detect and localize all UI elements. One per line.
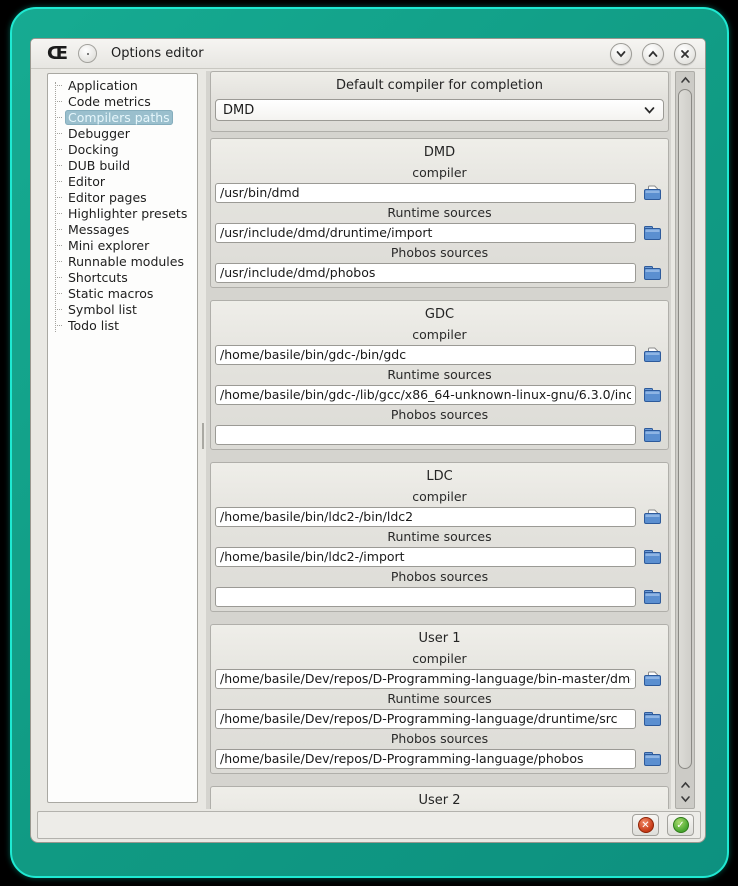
sidebar-list xyxy=(48,77,197,333)
open-file-icon xyxy=(643,184,662,201)
chevron-up-icon xyxy=(647,48,659,60)
field-row xyxy=(211,262,668,283)
field-row xyxy=(211,344,668,365)
sidebar-item-label: Highlighter presets xyxy=(68,205,188,221)
browse-button[interactable] xyxy=(642,670,662,688)
group-fields xyxy=(211,649,668,769)
group-fields xyxy=(211,325,668,445)
path-input[interactable] xyxy=(215,263,636,283)
chevron-down-icon xyxy=(680,794,691,804)
field-row xyxy=(211,182,668,203)
sidebar-item-label: Messages xyxy=(68,221,130,237)
scroll-down-button[interactable] xyxy=(676,792,694,806)
field-row xyxy=(211,546,668,567)
field xyxy=(211,163,668,203)
green-check-circle-icon: ✓ xyxy=(673,817,689,833)
browse-button[interactable] xyxy=(642,386,662,404)
path-input[interactable] xyxy=(215,385,636,405)
cancel-button[interactable] xyxy=(632,814,659,836)
sidebar-item-shortcuts[interactable] xyxy=(48,269,197,285)
path-input[interactable] xyxy=(215,587,636,607)
select-folder-icon xyxy=(643,548,662,565)
field xyxy=(211,729,668,769)
browse-button[interactable] xyxy=(642,710,662,728)
group-title: User 1 xyxy=(418,631,461,646)
sidebar-item-label: Runnable modules xyxy=(68,253,184,269)
path-input[interactable] xyxy=(215,183,636,203)
default-compiler-label: Default compiler for completion xyxy=(336,78,543,93)
group-fields xyxy=(211,487,668,607)
sidebar-item-messages[interactable] xyxy=(48,221,197,237)
field-row xyxy=(211,222,668,243)
path-input[interactable] xyxy=(215,345,636,365)
window-menu-button[interactable] xyxy=(78,44,97,63)
minimize-button[interactable] xyxy=(610,43,632,65)
sidebar-item-debugger[interactable] xyxy=(48,125,197,141)
field-label: compiler xyxy=(412,489,467,504)
chevron-down-icon xyxy=(615,48,627,60)
red-x-circle-icon: ✕ xyxy=(638,817,654,833)
path-input[interactable] xyxy=(215,547,636,567)
field xyxy=(211,203,668,243)
open-file-icon xyxy=(643,670,662,687)
path-input[interactable] xyxy=(215,507,636,527)
browse-button[interactable] xyxy=(642,588,662,606)
sidebar-item-todo-list[interactable] xyxy=(48,317,197,333)
scroll-up-button-secondary[interactable] xyxy=(676,778,694,792)
group-title: User 2 xyxy=(418,793,461,808)
field-label: Phobos sources xyxy=(390,245,489,260)
sidebar-item-mini-explorer[interactable] xyxy=(48,237,197,253)
compiler-group-user-2 xyxy=(210,786,669,809)
statusbar xyxy=(37,811,701,839)
sidebar-item-label: Debugger xyxy=(68,125,130,141)
field-row xyxy=(211,748,668,769)
field xyxy=(211,689,668,729)
group-title: LDC xyxy=(426,469,453,484)
field-label: Phobos sources xyxy=(390,569,489,584)
path-input[interactable] xyxy=(215,425,636,445)
settings-viewport xyxy=(206,71,671,809)
field-row xyxy=(211,424,668,445)
titlebar-buttons xyxy=(610,43,705,65)
compiler-group-dmd xyxy=(210,138,669,288)
select-folder-icon xyxy=(643,750,662,767)
compiler-group-user-1 xyxy=(210,624,669,774)
compiler-group-gdc xyxy=(210,300,669,450)
field xyxy=(211,325,668,365)
field xyxy=(211,365,668,405)
app-logo-icon: Œ xyxy=(47,42,69,64)
field-label: Runtime sources xyxy=(387,529,492,544)
category-tree xyxy=(48,74,197,333)
group-title: DMD xyxy=(423,145,456,160)
close-button[interactable] xyxy=(674,43,696,65)
browse-button[interactable] xyxy=(642,426,662,444)
group-title: GDC xyxy=(424,307,455,322)
browse-button[interactable] xyxy=(642,750,662,768)
field xyxy=(211,243,668,283)
field-label: Phobos sources xyxy=(390,731,489,746)
browse-button[interactable] xyxy=(642,224,662,242)
sidebar-item-symbol-list[interactable] xyxy=(48,301,197,317)
sidebar-item-editor[interactable] xyxy=(48,173,197,189)
sidebar-item-runnable-modules[interactable] xyxy=(48,253,197,269)
sidebar-item-label: Docking xyxy=(68,141,119,157)
field xyxy=(211,487,668,527)
browse-button[interactable] xyxy=(642,184,662,202)
sidebar-item-label: Static macros xyxy=(68,285,154,301)
field-row xyxy=(211,708,668,729)
browse-button[interactable] xyxy=(642,508,662,526)
maximize-button[interactable] xyxy=(642,43,664,65)
options-editor-dialog xyxy=(30,38,706,843)
chevron-up-icon xyxy=(680,75,691,85)
categories-panel xyxy=(47,73,198,803)
sidebar-item-code-metrics[interactable] xyxy=(48,93,197,109)
browse-button[interactable] xyxy=(642,346,662,364)
sidebar-item-dub-build[interactable] xyxy=(48,157,197,173)
sidebar-item-label: Mini explorer xyxy=(68,237,150,253)
scroll-up-button[interactable] xyxy=(676,73,694,87)
default-compiler-group xyxy=(210,71,669,132)
select-folder-icon xyxy=(643,710,662,727)
field-label: compiler xyxy=(412,651,467,666)
compiler-group-ldc xyxy=(210,462,669,612)
sidebar-item-application[interactable] xyxy=(48,77,197,93)
path-input[interactable] xyxy=(215,709,636,729)
sidebar-item-editor-pages[interactable] xyxy=(48,189,197,205)
sidebar-item-label: Editor xyxy=(68,173,105,189)
chevron-up-icon xyxy=(680,780,691,790)
field xyxy=(211,567,668,607)
select-folder-icon xyxy=(643,588,662,605)
titlebar[interactable] xyxy=(31,39,705,69)
default-compiler-value: DMD xyxy=(223,102,255,118)
field-row xyxy=(211,384,668,405)
close-icon xyxy=(679,48,691,60)
sidebar-item-highlighter-presets[interactable] xyxy=(48,205,197,221)
field xyxy=(211,527,668,567)
field-label: compiler xyxy=(412,327,467,342)
select-folder-icon xyxy=(643,264,662,281)
select-folder-icon xyxy=(643,426,662,443)
path-input[interactable] xyxy=(215,749,636,769)
sidebar-item-label: Code metrics xyxy=(68,93,151,109)
window-title: Options editor xyxy=(111,46,204,61)
field xyxy=(211,649,668,689)
browse-button[interactable] xyxy=(642,548,662,566)
path-input[interactable] xyxy=(215,669,636,689)
field-label: Phobos sources xyxy=(390,407,489,422)
sidebar-item-compilers-paths[interactable] xyxy=(48,109,197,125)
sidebar-item-label: Application xyxy=(68,77,138,93)
select-folder-icon xyxy=(643,224,662,241)
sidebar-item-docking[interactable] xyxy=(48,141,197,157)
field-row xyxy=(211,506,668,527)
sidebar-item-label: Shortcuts xyxy=(68,269,128,285)
compiler-groups xyxy=(210,138,669,809)
field-label: Runtime sources xyxy=(387,205,492,220)
accept-button[interactable] xyxy=(667,814,694,836)
vertical-scrollbar[interactable] xyxy=(675,71,695,809)
scrollbar-thumb[interactable] xyxy=(678,89,692,769)
tree-guide-line xyxy=(55,82,56,332)
sidebar-item-label: Symbol list xyxy=(68,301,137,317)
sidebar-item-label: Todo list xyxy=(68,317,120,333)
sidebar-item-label: DUB build xyxy=(68,157,131,173)
field xyxy=(211,405,668,445)
sidebar-item-label: Editor pages xyxy=(68,189,147,205)
field-label: Runtime sources xyxy=(387,367,492,382)
path-input[interactable] xyxy=(215,223,636,243)
default-compiler-select[interactable] xyxy=(215,99,664,121)
chevron-down-icon xyxy=(643,104,656,116)
browse-button[interactable] xyxy=(642,264,662,282)
field-row xyxy=(211,668,668,689)
field-label: compiler xyxy=(412,165,467,180)
field-row xyxy=(211,586,668,607)
select-folder-icon xyxy=(643,386,662,403)
sidebar-item-label: Compilers paths xyxy=(65,110,173,125)
field-label: Runtime sources xyxy=(387,691,492,706)
open-file-icon xyxy=(643,346,662,363)
open-file-icon xyxy=(643,508,662,525)
sidebar-item-static-macros[interactable] xyxy=(48,285,197,301)
group-fields xyxy=(211,163,668,283)
